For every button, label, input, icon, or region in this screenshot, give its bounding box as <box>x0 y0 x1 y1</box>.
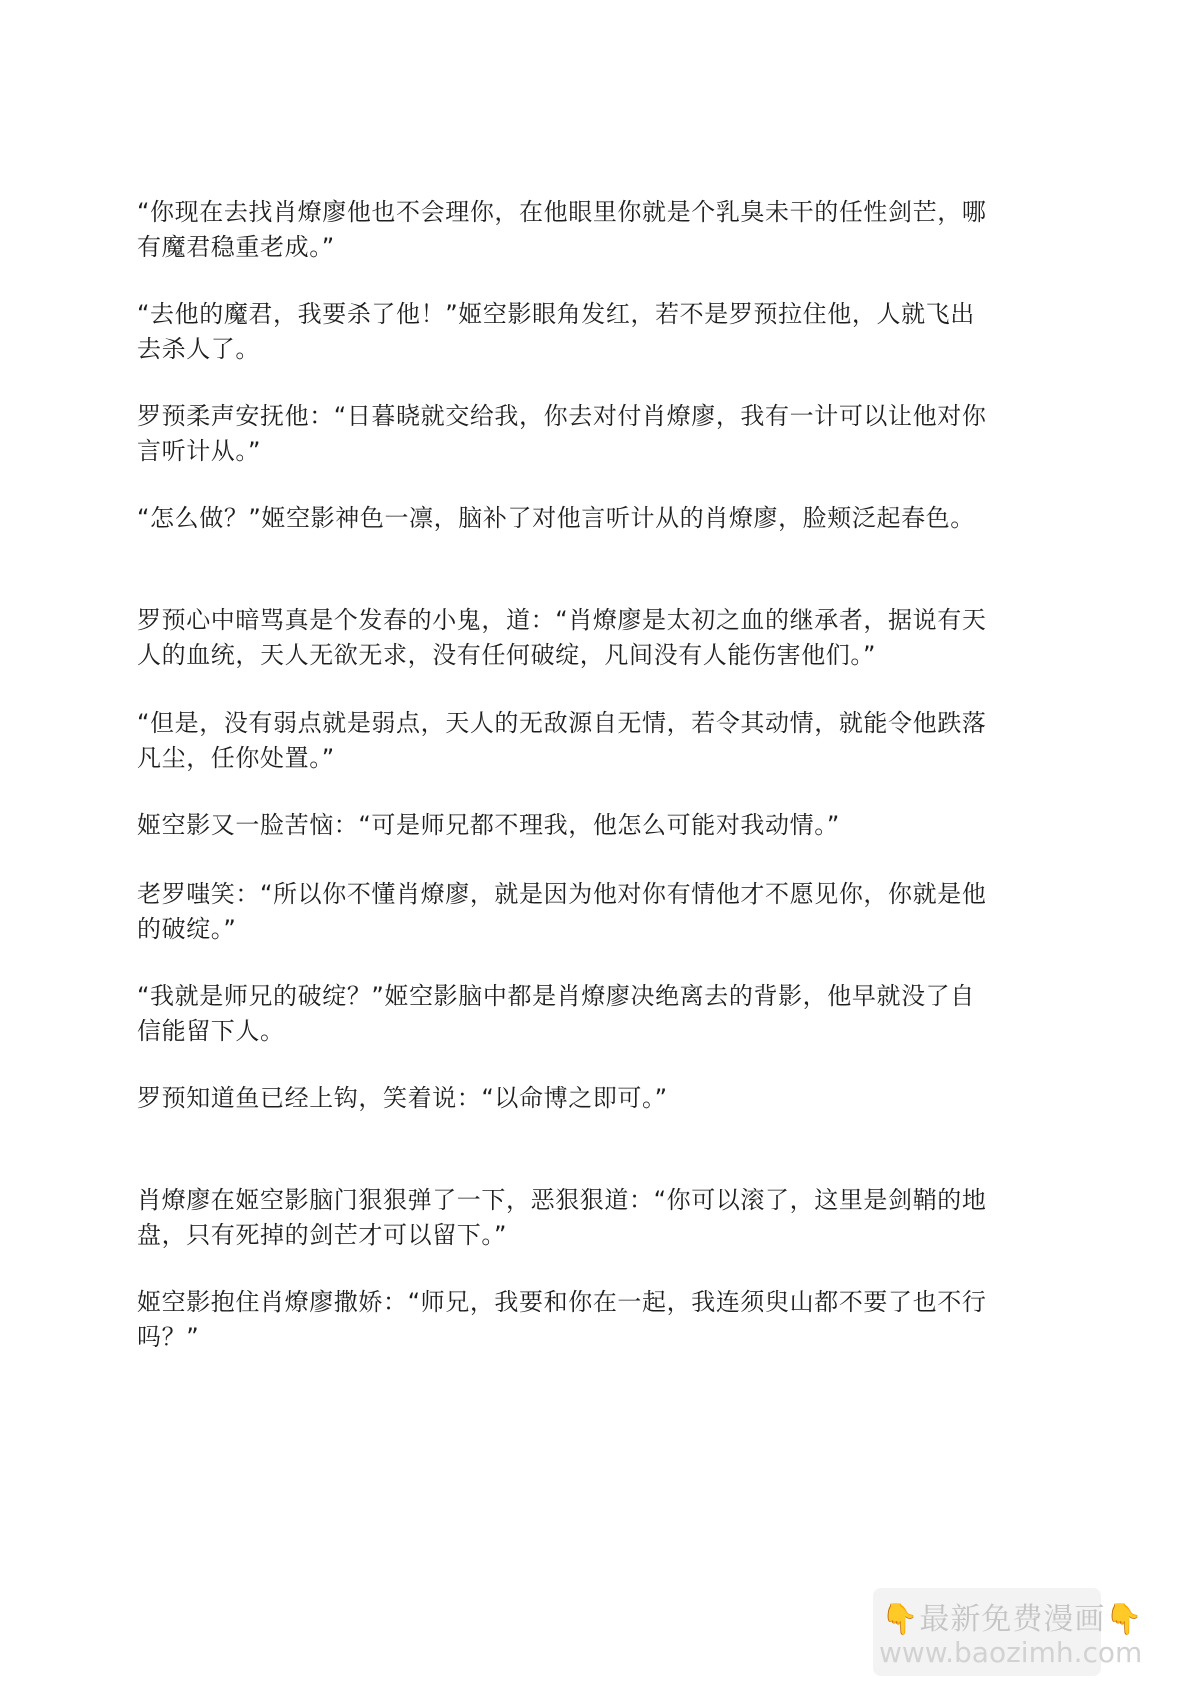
watermark-badge[interactable] <box>873 1588 1144 1676</box>
paragraph: “怎么做？”姬空影神色一凛，脑补了对他言听计从的肖燎廖，脸颊泛起春色。 <box>137 504 975 532</box>
paragraph: 罗预柔声安抚他：“日暮晓就交给我，你去对付肖燎廖，我有一计可以让他对你言听计从。” <box>137 402 987 465</box>
watermark-title <box>881 1594 1144 1638</box>
paragraph: “但是，没有弱点就是弱点，天人的无敌源自无情，若令其动情，就能令他跌落凡尘，任你处置。” <box>137 709 987 772</box>
paragraph: 肖燎廖在姬空影脑门狠狠弹了一下，恶狠狠道：“你可以滚了，这里是剑鞘的地盘，只有死掉的剑芒才可以留下。” <box>137 1186 987 1249</box>
pointing-down-hand-icon: 👇 <box>1105 1602 1144 1637</box>
paragraph: 姬空影抱住肖燎廖撒娇：“师兄，我要和你在一起，我连须臾山都不要了也不行吗？” <box>137 1288 987 1351</box>
paragraph: “我就是师兄的破绽？”姬空影脑中都是肖燎廖决绝离去的背影，他早就没了自信能留下人。 <box>137 982 975 1045</box>
paragraph: 老罗嗤笑：“所以你不懂肖燎廖，就是因为他对你有情他才不愿见你，你就是他的破绽。” <box>137 880 987 943</box>
paragraph: 姬空影又一脸苦恼：“可是师兄都不理我，他怎么可能对我动情。” <box>137 811 840 839</box>
watermark-url: www.baozimh.com <box>879 1636 1143 1669</box>
paragraph: “去他的魔君，我要杀了他！”姬空影眼角发红，若不是罗预拉住他，人就飞出去杀人了。 <box>137 300 975 363</box>
paragraph: 罗预心中暗骂真是个发春的小鬼，道：“肖燎廖是太初之血的继承者，据说有天人的血统，天人无欲无求，没有任何破绽，凡间没有人能伤害他们。” <box>137 606 987 669</box>
paragraph: 罗预知道鱼已经上钩，笑着说：“以命博之即可。” <box>137 1084 668 1112</box>
paragraph: “你现在去找肖燎廖他也不会理你，在他眼里你就是个乳臭未干的任性剑芒，哪有魔君稳重老成。” <box>137 198 987 261</box>
watermark-text: 最新免费漫画 <box>919 1602 1106 1637</box>
pointing-down-hand-icon: 👇 <box>881 1602 920 1637</box>
